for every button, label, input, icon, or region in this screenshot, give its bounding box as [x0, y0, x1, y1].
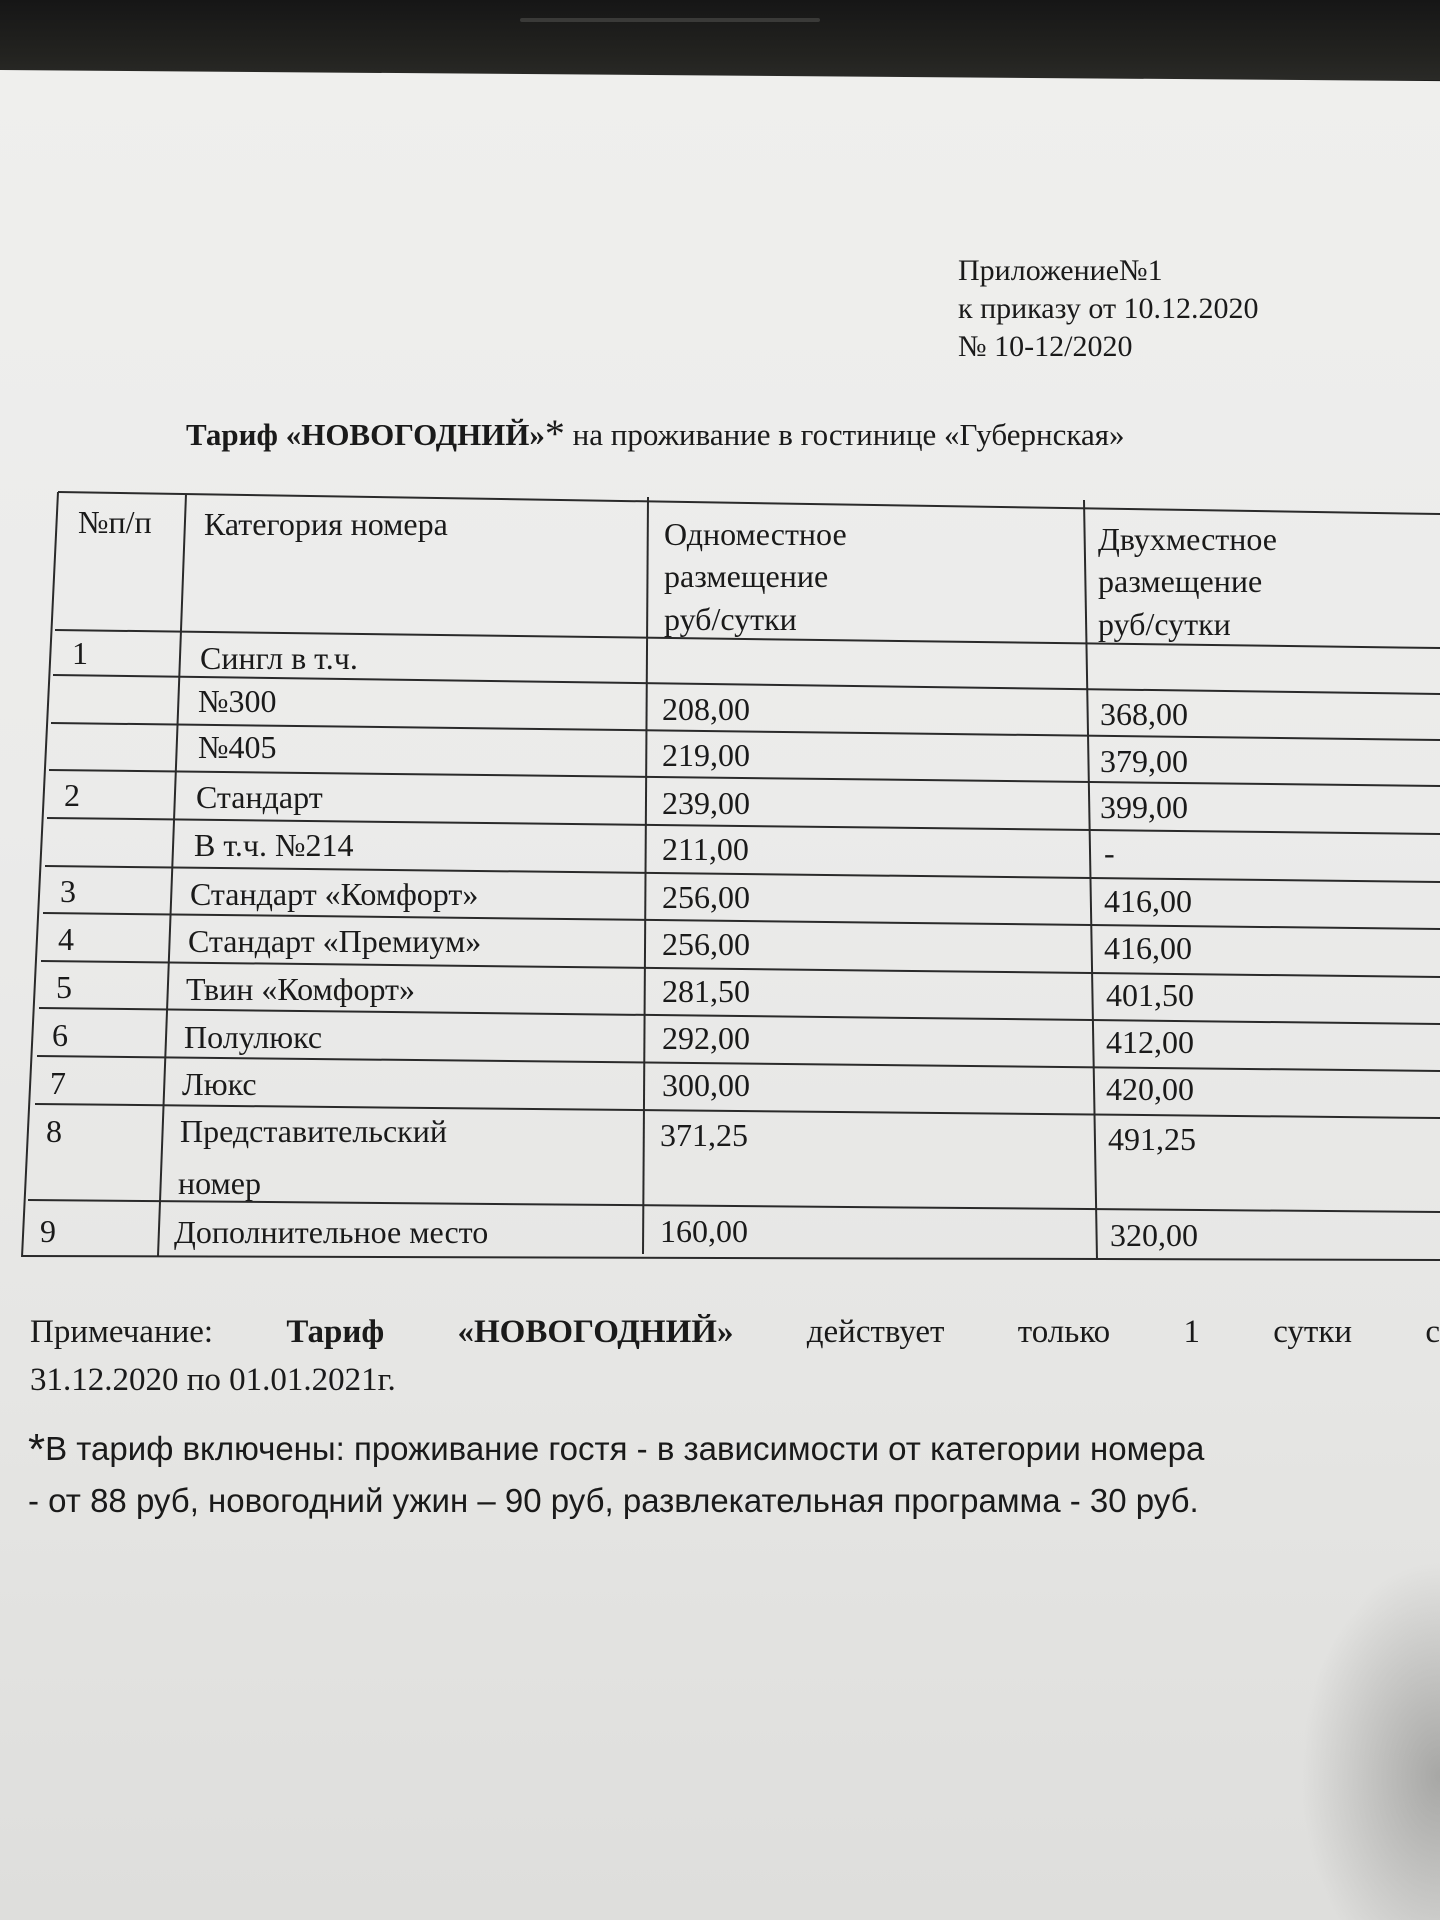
note-w7: сутки — [1273, 1314, 1353, 1350]
header-num: №п/п — [78, 504, 152, 540]
row-2-category: Стандарт — [196, 779, 323, 815]
row-9-single: 160,00 — [660, 1213, 748, 1249]
header-single-2: размещение — [664, 558, 829, 594]
header-double-2: размещение — [1098, 563, 1263, 599]
footnote-line-2: - от 88 руб, новогодний ужин – 90 руб, развлекательная программа - 30 руб. — [28, 1482, 1199, 1519]
footnote-star: * — [28, 1425, 46, 1474]
row-8-num: 8 — [46, 1113, 62, 1149]
note-w6: 1 — [1183, 1314, 1200, 1350]
row-3-single: 256,00 — [662, 879, 750, 915]
row-9-category: Дополнительное место — [174, 1214, 489, 1250]
row-3-num: 3 — [60, 873, 76, 909]
title-star: * — [544, 411, 565, 456]
row-8-category: Представительский — [180, 1113, 447, 1149]
row-6-single: 292,00 — [662, 1020, 750, 1056]
row-5-num: 5 — [56, 969, 72, 1005]
row-7-category: Люкс — [182, 1066, 257, 1102]
row-2-single: 239,00 — [662, 785, 750, 821]
row-2-num: 2 — [64, 777, 80, 813]
row-8-single: 371,25 — [660, 1117, 748, 1153]
row-7-double: 420,00 — [1106, 1071, 1194, 1107]
row-4-double: 416,00 — [1104, 930, 1192, 966]
row-1b-category: №405 — [198, 729, 277, 765]
row-4-category: Стандарт «Премиум» — [188, 923, 482, 959]
title-bold: Тариф «НОВОГОДНИЙ» — [186, 417, 545, 452]
title-rest: на проживание в гостинице «Губернская» — [564, 417, 1125, 452]
note-label: Примечание: — [30, 1314, 214, 1350]
appendix-line-3: № 10-12/2020 — [958, 330, 1133, 363]
row-1-num: 1 — [72, 635, 88, 671]
row-4-single: 256,00 — [662, 926, 750, 962]
appendix-line-2: к приказу от 10.12.2020 — [958, 292, 1259, 325]
row-9-num: 9 — [40, 1213, 56, 1249]
row-1b-single: 219,00 — [662, 737, 750, 773]
note-w8: с — [1425, 1314, 1440, 1350]
row-6-category: Полулюкс — [184, 1019, 323, 1055]
note-w3: «НОВОГОДНИЙ» — [457, 1314, 734, 1350]
header-double-3: руб/сутки — [1098, 606, 1231, 642]
row-7-num: 7 — [50, 1065, 66, 1101]
note-w5: только — [1017, 1314, 1111, 1350]
appendix-line-1: Приложение№1 — [958, 254, 1163, 287]
row-2a-single: 211,00 — [662, 831, 749, 867]
row-5-double: 401,50 — [1106, 977, 1194, 1013]
row-2a-double: - — [1104, 835, 1115, 871]
footnote — [28, 1420, 1440, 1527]
row-2a-category: В т.ч. №214 — [194, 827, 354, 863]
row-5-category: Твин «Комфорт» — [186, 971, 415, 1007]
note-paragraph — [30, 1308, 1440, 1404]
row-3-double: 416,00 — [1104, 883, 1192, 919]
row-7-single: 300,00 — [662, 1067, 750, 1103]
header-single-1: Одноместное — [664, 516, 847, 552]
footnote-line-1: В тариф включены: проживание гостя - в зависимости от категории номера — [45, 1430, 1205, 1467]
row-1a-single: 208,00 — [662, 691, 750, 727]
row-8-double: 491,25 — [1108, 1121, 1196, 1157]
row-8-category-line2: номер — [178, 1165, 261, 1201]
header-double-1: Двухместное — [1098, 521, 1277, 557]
row-1-category: Сингл в т.ч. — [200, 640, 358, 676]
row-6-double: 412,00 — [1106, 1024, 1194, 1060]
note-w2: Тариф — [286, 1314, 385, 1350]
row-9-double: 320,00 — [1110, 1217, 1198, 1253]
header-single-3: руб/сутки — [664, 601, 797, 637]
row-1b-double: 379,00 — [1100, 743, 1188, 779]
row-1a-double: 368,00 — [1100, 696, 1188, 732]
row-4-num: 4 — [58, 921, 74, 957]
row-3-category: Стандарт «Комфорт» — [190, 876, 479, 912]
page-shadow — [1300, 1560, 1440, 1920]
note-w4: действует — [806, 1314, 945, 1350]
row-5-single: 281,50 — [662, 973, 750, 1009]
row-2-double: 399,00 — [1100, 789, 1188, 825]
note-line-2: 31.12.2020 по 01.01.2021г. — [30, 1362, 396, 1398]
row-1a-category: №300 — [198, 683, 277, 719]
row-6-num: 6 — [52, 1017, 68, 1053]
header-category: Категория номера — [204, 506, 448, 542]
